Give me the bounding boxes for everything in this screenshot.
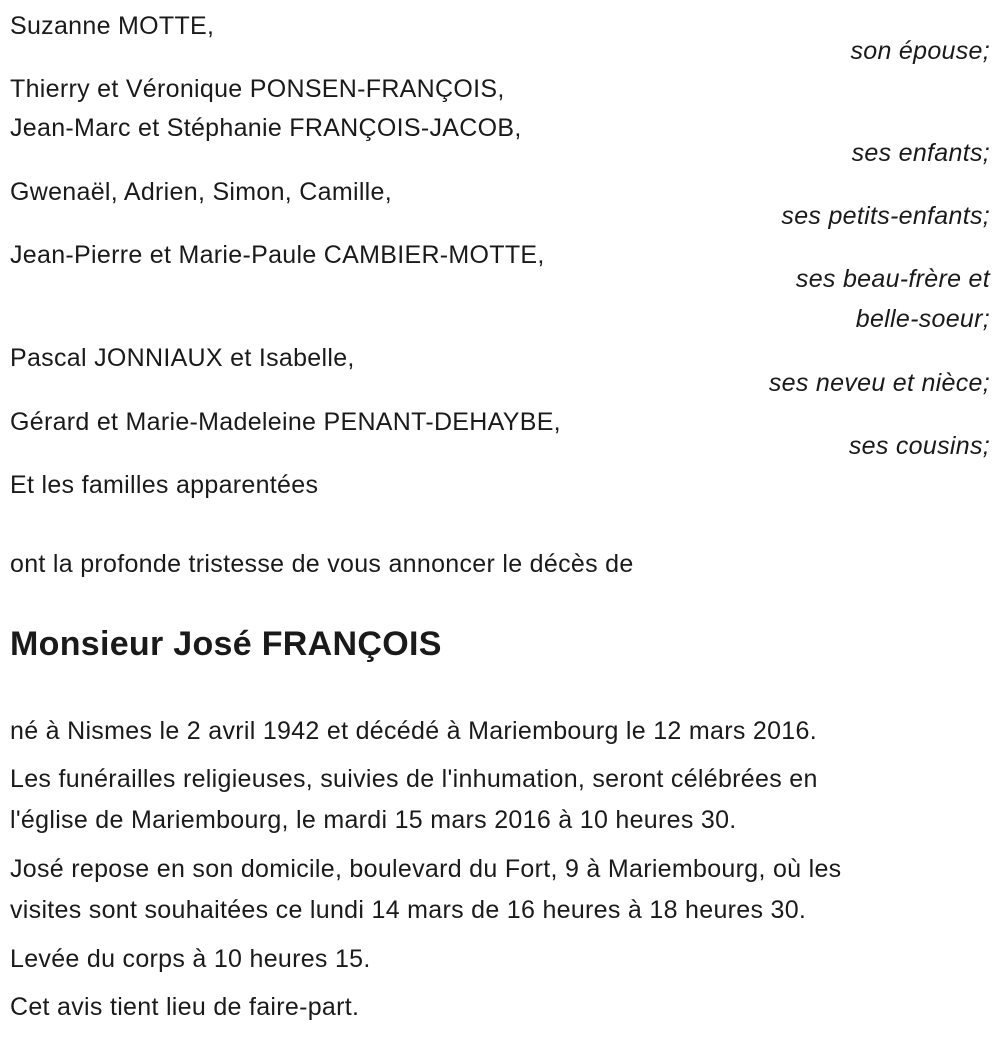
detail-line: Les funérailles religieuses, suivies de l'inhumation, seront célébrées en <box>10 765 818 793</box>
family-relation: ses cousins; <box>848 432 990 460</box>
detail-line: Levée du corps à 10 heures 15. <box>10 945 371 973</box>
detail-line: Cet avis tient lieu de faire-part. <box>10 993 360 1021</box>
family-name: Suzanne MOTTE, <box>10 12 215 40</box>
deceased-name: Monsieur José FRANÇOIS <box>10 625 442 663</box>
announcement: ont la profonde tristesse de vous annoncer le décès de <box>10 550 634 578</box>
detail-line: né à Nismes le 2 avril 1942 et décédé à Mariembourg le 12 mars 2016. <box>10 717 817 745</box>
family-name: Jean-Marc et Stéphanie FRANÇOIS-JACOB, <box>10 114 522 142</box>
detail-line: l'église de Mariembourg, le mardi 15 mars 2016 à 10 heures 30. <box>10 806 737 834</box>
family-relation: son épouse; <box>850 37 990 65</box>
families-line: Et les familles apparentées <box>10 471 319 499</box>
family-name: Gérard et Marie-Madeleine PENANT-DEHAYBE, <box>10 408 561 436</box>
family-name: Pascal JONNIAUX et Isabelle, <box>10 344 355 372</box>
family-relation: belle-soeur; <box>855 305 990 333</box>
family-name: Jean-Pierre et Marie-Paule CAMBIER-MOTTE, <box>10 241 545 269</box>
family-relation: ses enfants; <box>851 139 990 167</box>
family-relation: ses petits-enfants; <box>781 202 990 230</box>
detail-line: José repose en son domicile, boulevard du Fort, 9 à Mariembourg, où les <box>10 855 842 883</box>
family-name: Thierry et Véronique PONSEN-FRANÇOIS, <box>10 75 505 103</box>
family-name: Gwenaël, Adrien, Simon, Camille, <box>10 178 392 206</box>
family-relation: ses neveu et nièce; <box>768 369 990 397</box>
detail-line: visites sont souhaitées ce lundi 14 mars de 16 heures à 18 heures 30. <box>10 896 807 924</box>
family-relation: ses beau-frère et <box>795 265 990 293</box>
